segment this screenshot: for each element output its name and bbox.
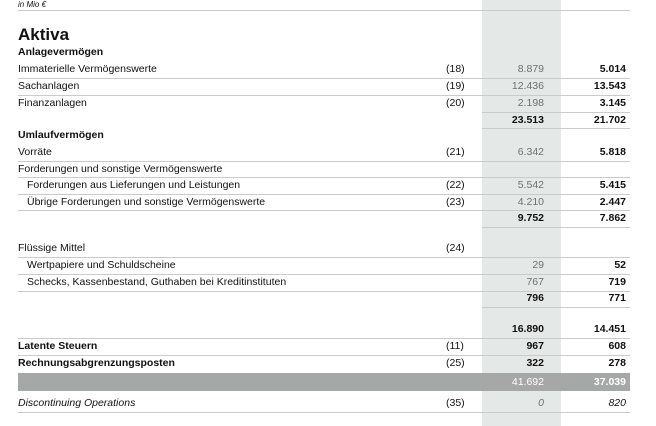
row-current-year: 5.542: [517, 179, 544, 191]
table-row-uebrige-forderungen: [18, 194, 630, 211]
table-row-umlauf-sum: [18, 321, 630, 338]
table-row-rap: [18, 355, 630, 372]
unit-label: [18, 0, 630, 10]
row-current-year: 12.436: [511, 80, 544, 92]
table-row-fluessige-sum: [18, 290, 630, 307]
group-heading-umlauf: [18, 127, 630, 144]
row-label: Sachanlagen: [18, 80, 80, 92]
row-prior-year: 3.145: [599, 97, 626, 109]
row-note: (19): [446, 80, 465, 92]
header-divider: [18, 10, 630, 11]
row-prior-year: 14.451: [593, 323, 626, 335]
table-row-wertpapiere: [18, 257, 630, 274]
row-label: Forderungen und sonstige Vermögenswerte: [18, 163, 223, 175]
row-note: (35): [446, 397, 465, 409]
row-label: Immaterielle Vermögenswerte: [18, 63, 157, 75]
row-label: Vorräte: [18, 146, 52, 158]
group-heading-anlage-text: Anlagevermögen: [18, 46, 104, 58]
row-prior-year: 719: [608, 276, 626, 288]
row-prior-year: 2.447: [599, 196, 626, 208]
table-row-fluessige-mittel: [18, 240, 630, 257]
row-note: (11): [446, 340, 464, 352]
table-row-latente-steuern: [18, 338, 630, 355]
row-current-year: 29: [532, 259, 544, 271]
row-current-year: 16.890: [511, 323, 544, 335]
grand-total-prior-year: 37.039: [593, 376, 626, 388]
row-current-year: 9.752: [517, 212, 544, 224]
row-prior-year: 13.543: [593, 80, 626, 92]
row-label: Discontinuing Operations: [18, 397, 136, 409]
grand-total-current-year: 41.692: [511, 376, 544, 388]
unit-label-text: in Mio €: [18, 0, 47, 9]
row-note: (20): [446, 97, 465, 109]
row-label: Schecks, Kassenbestand, Guthaben bei Kreditinstituten: [27, 276, 287, 288]
table-row-finanzanlagen: [18, 95, 630, 112]
row-label: Finanzanlagen: [18, 97, 87, 109]
table-row-forderungen-lul: [18, 177, 630, 194]
row-prior-year: 5.014: [599, 63, 626, 75]
section-title-text: Aktiva: [18, 25, 70, 44]
row-current-year: 23.513: [511, 114, 544, 126]
row-prior-year: 52: [614, 259, 626, 271]
row-current-year: 6.342: [517, 146, 544, 158]
group-heading-umlauf-text: Umlaufvermögen: [18, 129, 104, 141]
table-row-schecks: [18, 274, 630, 291]
row-note: (23): [446, 196, 465, 208]
row-note: (21): [446, 146, 465, 158]
subtotal-divider: [482, 307, 630, 308]
row-prior-year: 5.415: [599, 179, 626, 191]
row-current-year: 796: [526, 292, 544, 304]
row-current-year: 8.879: [517, 63, 544, 75]
row-prior-year: 7.862: [599, 212, 626, 224]
row-label: Forderungen aus Lieferungen und Leistungen: [27, 179, 241, 191]
row-current-year: 967: [526, 340, 544, 352]
row-prior-year: 21.702: [593, 114, 626, 126]
subtotal-divider: [482, 227, 630, 228]
table-row-forderungen-sum: [18, 210, 630, 227]
table-row-immaterielle: [18, 61, 630, 78]
row-divider: [18, 412, 630, 413]
row-current-year: 2.198: [517, 97, 544, 109]
row-note: (22): [446, 179, 465, 191]
table-row-forderungen-head: [18, 161, 630, 178]
row-prior-year: 771: [608, 292, 626, 304]
row-label: Flüssige Mittel: [18, 242, 86, 254]
row-prior-year: 820: [608, 397, 626, 409]
row-note: (24): [446, 242, 465, 254]
group-heading-anlage: [18, 44, 630, 61]
row-prior-year: 5.818: [599, 146, 626, 158]
row-note: (25): [446, 357, 465, 369]
row-label: Wertpapiere und Schuldscheine: [27, 259, 176, 271]
row-note: (18): [446, 63, 465, 75]
row-label: Rechnungsabgrenzungsposten: [18, 357, 175, 369]
table-row-vorraete: [18, 144, 630, 161]
row-current-year: 0: [538, 397, 544, 409]
table-row-discontinuing: [18, 395, 630, 412]
row-label: Übrige Forderungen und sonstige Vermögenswerte: [27, 196, 266, 208]
grand-total-row: [18, 373, 630, 391]
section-title: [18, 25, 630, 45]
row-prior-year: 608: [608, 340, 626, 352]
table-row-sachanlagen: [18, 78, 630, 95]
row-current-year: 4.210: [517, 196, 544, 208]
row-current-year: 322: [526, 357, 544, 369]
row-prior-year: 278: [608, 357, 626, 369]
row-label: Latente Steuern: [18, 340, 98, 352]
row-current-year: 767: [526, 276, 544, 288]
